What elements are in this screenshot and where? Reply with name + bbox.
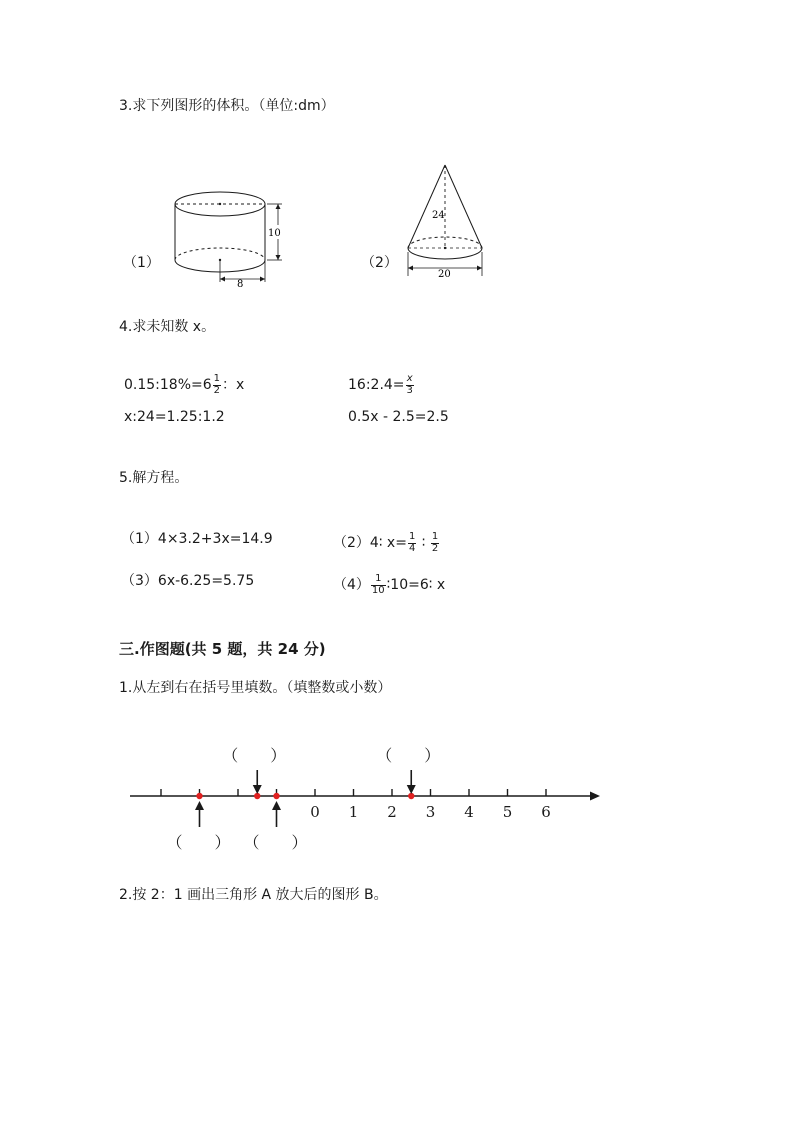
- q5-eq2-f1-num: 1: [408, 531, 416, 542]
- answer-bracket-above[interactable]: （ ）: [222, 746, 287, 765]
- answer-bracket-below[interactable]: （ ）: [243, 833, 308, 852]
- q5-eq2: [333, 532, 440, 554]
- q5-eq2-mid: ∶: [421, 535, 426, 551]
- q5-eq2-f2-den: 2: [431, 542, 439, 554]
- up-arrow-head: [195, 801, 204, 810]
- q4-eq1-fraction: [213, 374, 221, 396]
- q5-eq4: [333, 574, 445, 596]
- s3q2-heading: 2.按 2：1 画出三角形 A 放大后的图形 B。: [119, 887, 388, 903]
- q5-eq4-f-num: 1: [371, 574, 386, 586]
- q4-eq4: 0.5x - 2.5=2.5: [348, 409, 449, 425]
- cylinder-radius-label: 8: [237, 279, 244, 288]
- q4-eq1-lead: 0.15:18%=6: [124, 377, 212, 393]
- q4-heading: 4.求未知数 x。: [119, 319, 216, 335]
- number-line-point: [196, 793, 202, 799]
- section3-heading: 三.作图题(共 5 题，共 24 分): [119, 640, 326, 658]
- answer-bracket-above[interactable]: （ ）: [376, 746, 441, 765]
- cone-height-label: 24: [432, 210, 445, 221]
- q5-eq4-f-den: 10: [371, 584, 385, 596]
- cylinder-figure: [160, 180, 290, 288]
- q5-eq4-lead: （4）: [333, 577, 370, 593]
- q5-eq2-f2-num: 1: [431, 531, 439, 542]
- q5-eq2-lead: （2）4∶ x=: [333, 535, 407, 551]
- q5-heading: 5.解方程。: [119, 470, 189, 486]
- number-line-tick-label: 3: [425, 803, 436, 821]
- number-line-tick-label: 5: [502, 803, 513, 821]
- q4-eq3: x:24=1.25:1.2: [124, 409, 225, 425]
- down-arrow-head: [253, 785, 262, 794]
- q4-eq1: [124, 374, 244, 396]
- q4-eq1-tail: ：x: [222, 377, 245, 393]
- s3q1-heading: 1.从左到右在括号里填数。（填整数或小数）: [119, 680, 392, 696]
- cylinder-label: （1）: [123, 255, 160, 271]
- q5-eq4-fraction: [371, 574, 386, 596]
- cone-label: （2）: [361, 255, 398, 271]
- cylinder-height-label: 10: [268, 228, 281, 239]
- q5-eq2-fraction-1: [408, 532, 416, 554]
- answer-bracket-below[interactable]: （ ）: [166, 833, 231, 852]
- number-line-point: [273, 793, 279, 799]
- number-line-tick-label: 2: [387, 803, 397, 821]
- number-line-arrowhead: [590, 792, 600, 801]
- q4-eq1-frac-den: 2: [213, 384, 221, 396]
- q5-eq2-f1-den: 4: [408, 542, 416, 554]
- q5-eq3: （3）6x-6.25=5.75: [121, 573, 255, 589]
- up-arrow-head: [272, 801, 281, 810]
- q5-eq4-tail: ∶10=6∶ x: [386, 577, 446, 593]
- q4-eq2-fraction: [406, 374, 414, 396]
- q4-eq1-frac-num: 1: [213, 373, 221, 384]
- down-arrow-head: [407, 785, 416, 794]
- number-line-tick-label: 4: [464, 803, 474, 821]
- cone-figure: [400, 160, 495, 282]
- q5-eq2-fraction-2: [431, 532, 439, 554]
- q4-eq2-frac-den: 3: [406, 384, 413, 396]
- q3-heading: 3.求下列图形的体积。（单位:dm）: [119, 98, 335, 114]
- q4-eq2: [348, 374, 415, 396]
- number-line: [0, 730, 794, 860]
- number-line-tick-label: 1: [348, 803, 359, 821]
- number-line-tick-label: 0: [310, 803, 320, 821]
- q5-eq1: （1）4×3.2+3x=14.9: [121, 531, 273, 547]
- q4-eq2-lead: 16:2.4=: [348, 377, 405, 393]
- number-line-tick-label: 6: [541, 803, 551, 821]
- q4-eq2-frac-num: x: [406, 373, 413, 384]
- cone-diameter-label: 20: [438, 269, 451, 280]
